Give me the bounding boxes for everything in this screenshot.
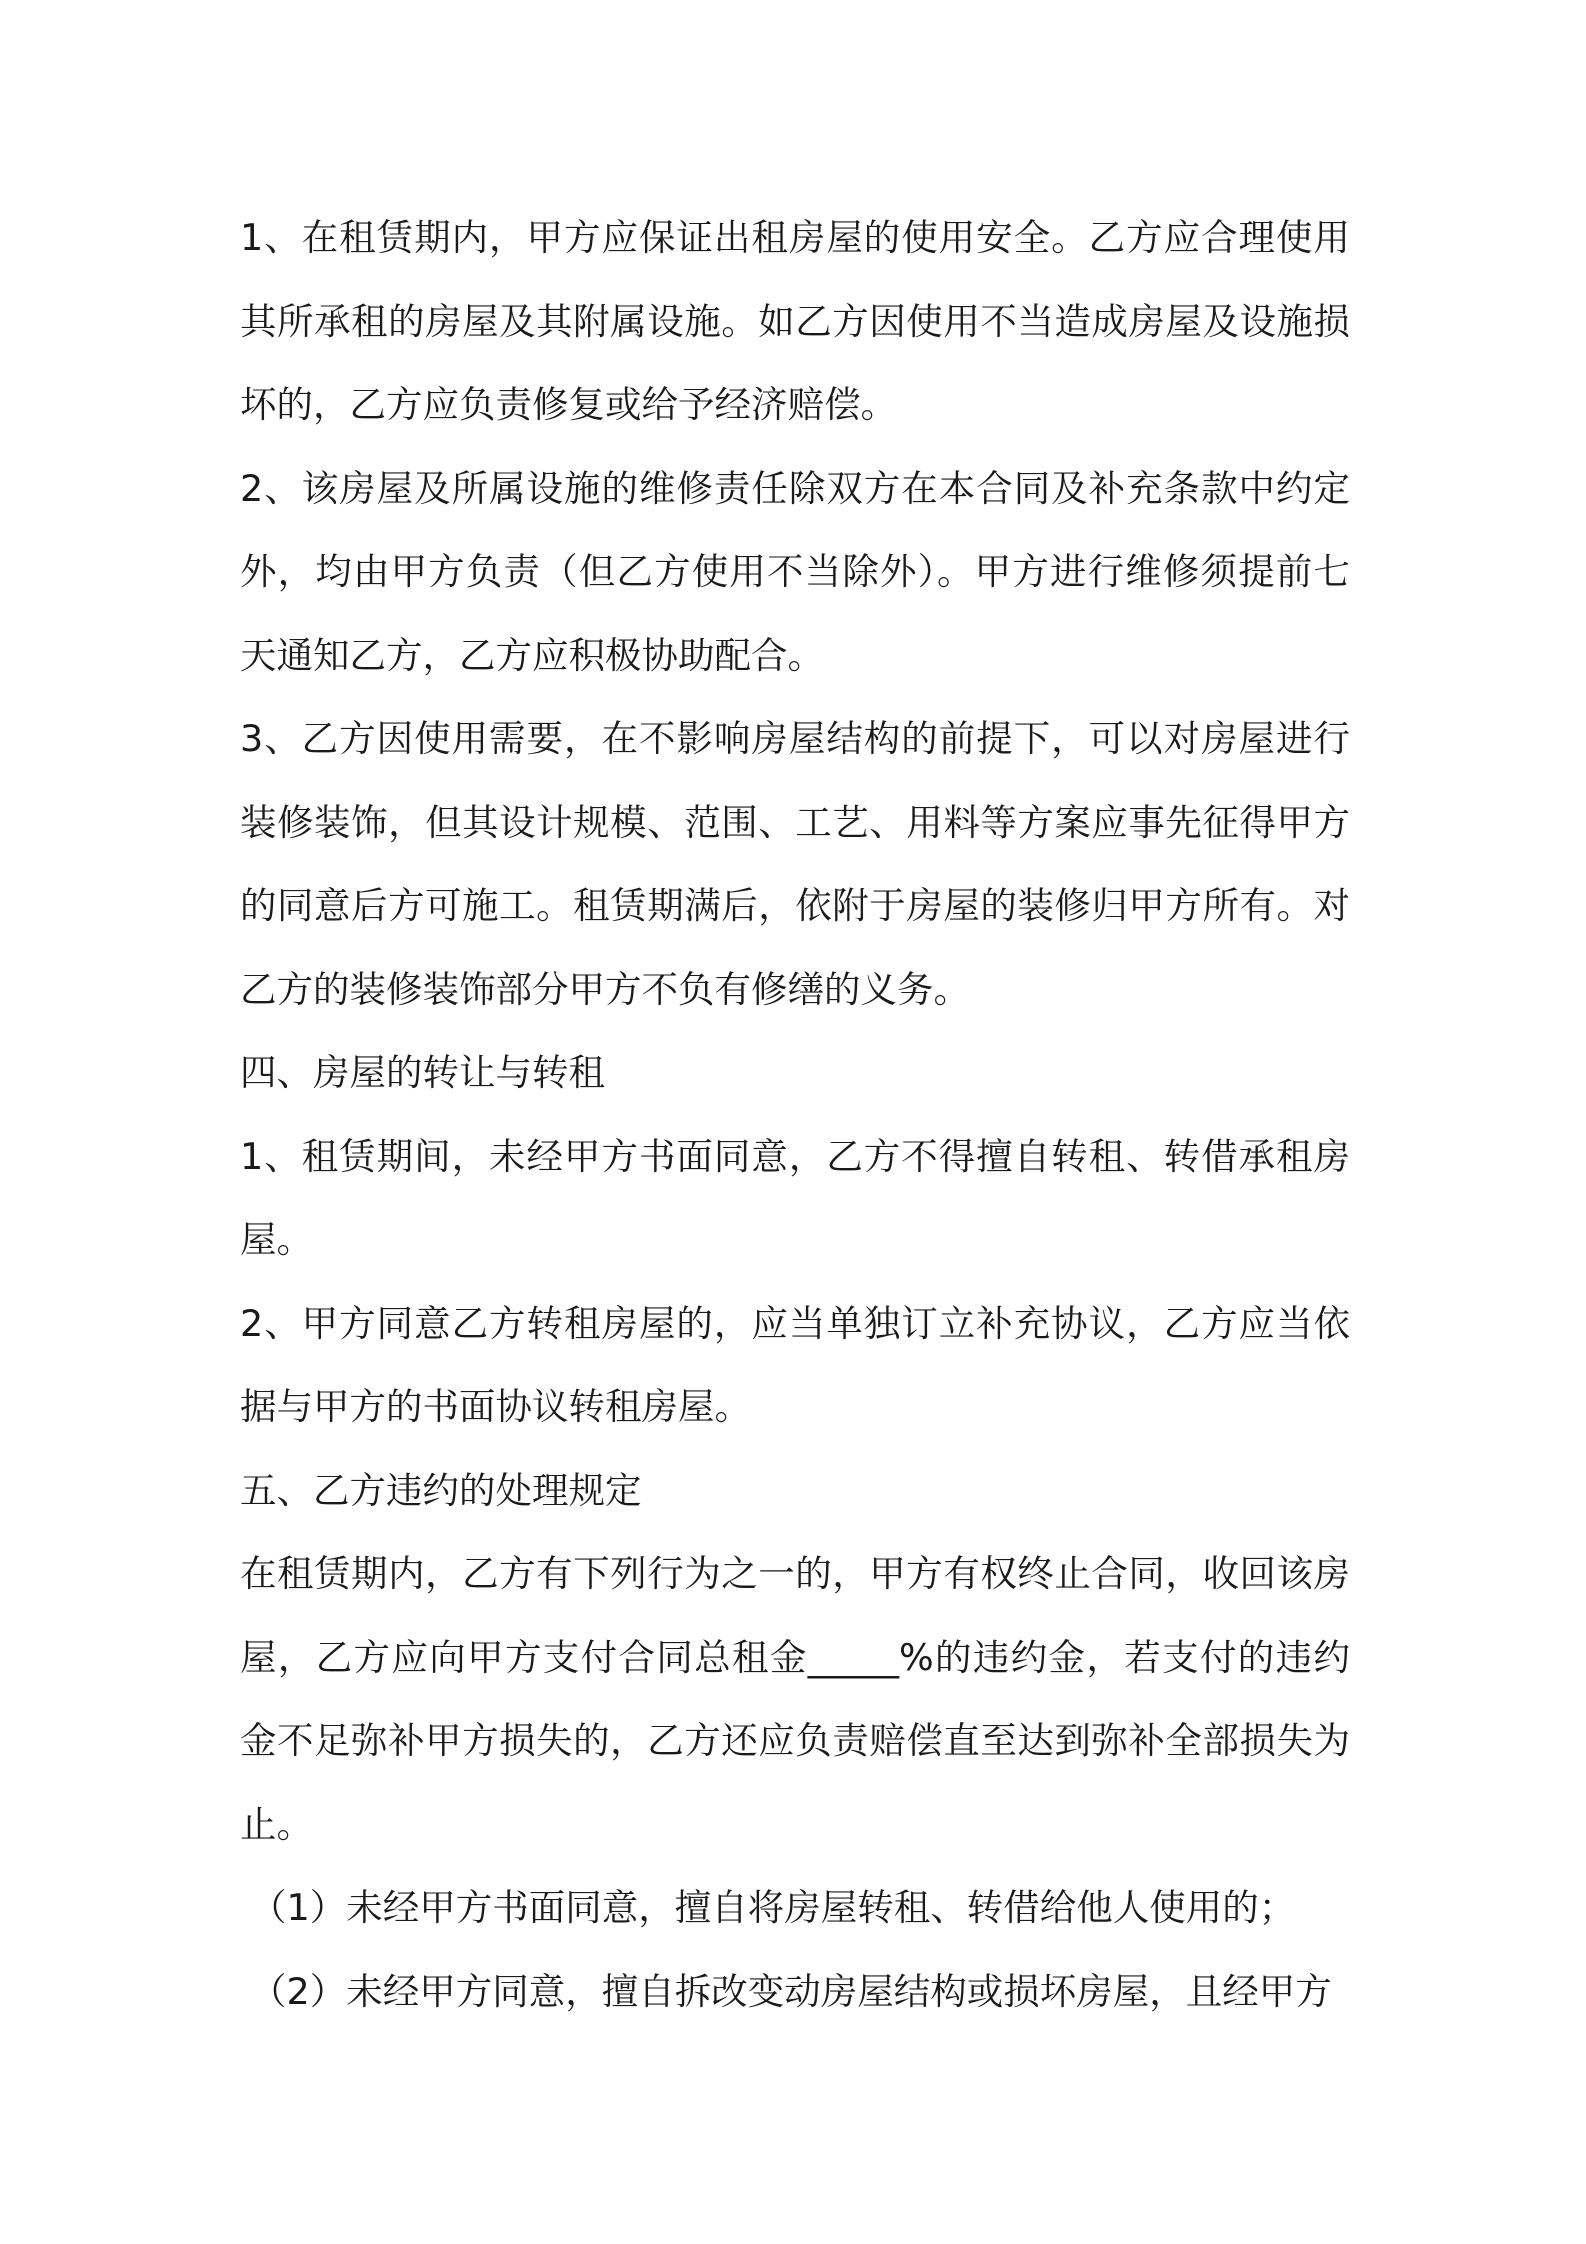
section-5-heading: 五、乙方违约的处理规定 (240, 1468, 642, 1512)
clause-5-item-1: （1）未经甲方书面同意，擅自将房屋转租、转借给他人使用的； (250, 1886, 1296, 1929)
document-body (240, 196, 1350, 2033)
clause-4-1: 1、租赁期间，未经甲方书面同意，乙方不得擅自转租、转借承租房屋。 (240, 1134, 1350, 1261)
clause-5-intro: 在租赁期内，乙方有下列行为之一的，甲方有权终止合同，收回该房屋，乙方应向甲方支付合同总租金_____%的违约金，若支付的违约金不足弥补甲方损失的，乙方还应负责赔偿直至达到弥补全部损失为止。 (240, 1552, 1350, 1846)
clause-3-3: 3、乙方因使用需要，在不影响房屋结构的前提下，可以对房屋进行装修装饰，但其设计规模、范围、工艺、用料等方案应事先征得甲方的同意后方可施工。租赁期满后，依附于房屋的装修归甲方所有。对乙方的装修装饰部分甲方不负有修缮的义务。 (240, 717, 1350, 1011)
section-4-heading: 四、房屋的转让与转租 (240, 1051, 605, 1094)
clause-4-2: 2、甲方同意乙方转租房屋的，应当单独订立补充协议，乙方应当依据与甲方的书面协议转租房屋。 (240, 1301, 1350, 1428)
clause-5-item-2: （2）未经甲方同意，擅自拆改变动房屋结构或损坏房屋，且经甲方 (250, 1969, 1332, 2013)
clause-3-2: 2、该房屋及所属设施的维修责任除双方在本合同及补充条款中约定外，均由甲方负责（但乙方使用不当除外）。甲方进行维修须提前七天通知乙方，乙方应积极协助配合。 (240, 466, 1350, 677)
clause-3-1: 1、在租赁期内，甲方应保证出租房屋的使用安全。乙方应合理使用其所承租的房屋及其附属设施。如乙方因使用不当造成房屋及设施损坏的，乙方应负责修复或给予经济赔偿。 (240, 216, 1350, 426)
